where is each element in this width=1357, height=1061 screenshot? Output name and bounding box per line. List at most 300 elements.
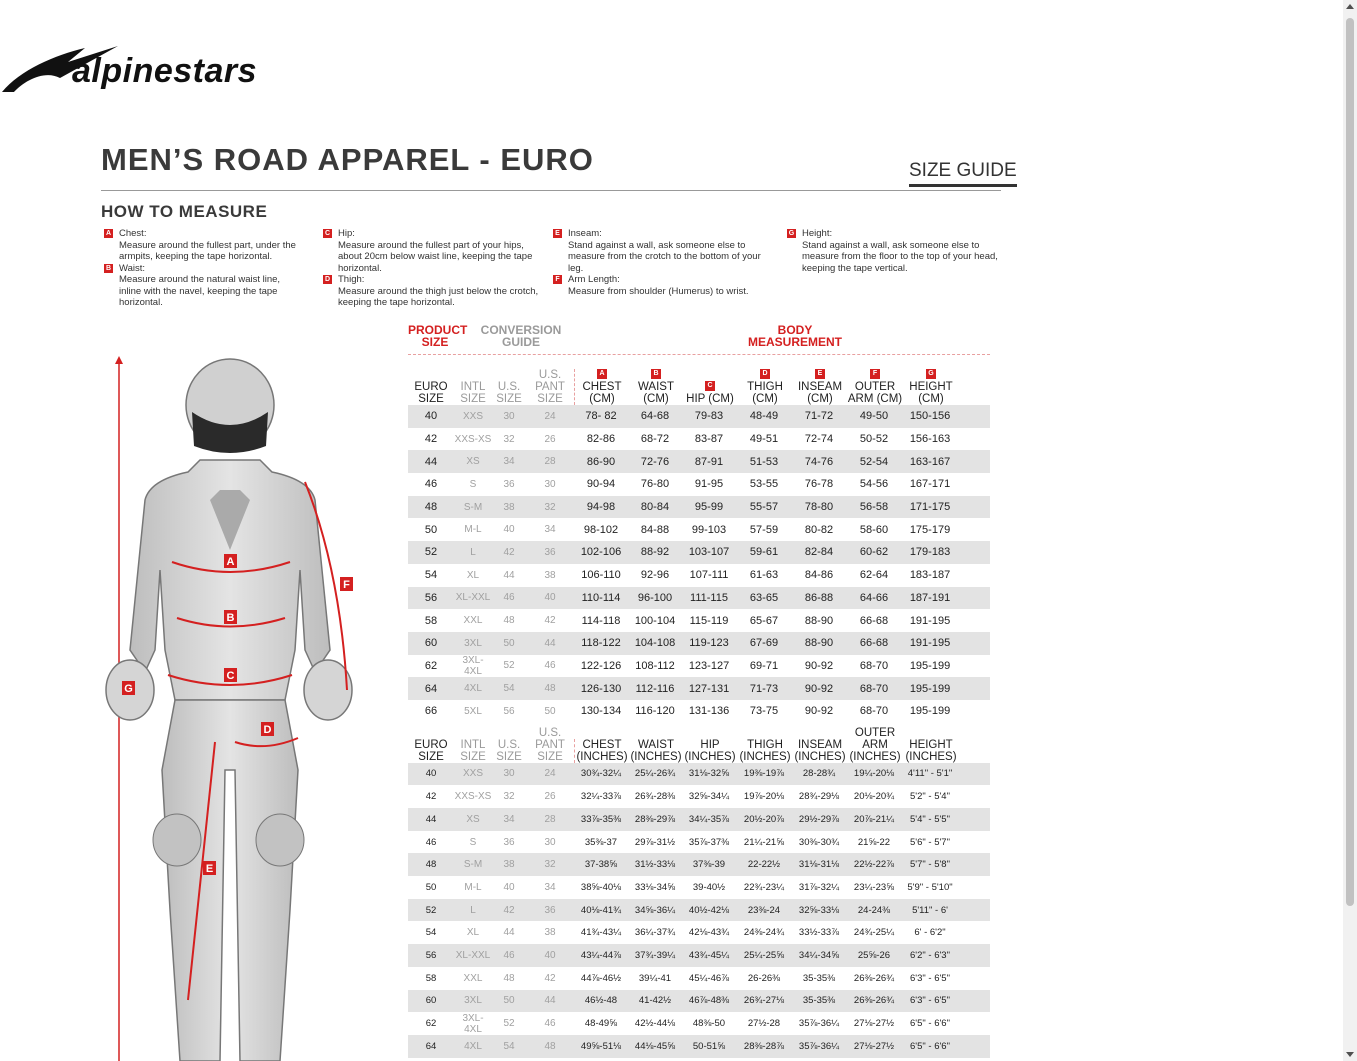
table-cell: 48-49 (749, 410, 779, 423)
table-cell: 3XL (464, 637, 482, 649)
figure-label-e: E (205, 863, 214, 875)
measure-text: Stand against a wall, ask someone else to measure from the floor to the top of your head, keeping the tape vertical. (802, 239, 998, 274)
table-cell: 46 (503, 949, 515, 961)
table-cell: 49-50 (859, 410, 889, 423)
column-header-text: U.S. SIZE (496, 738, 522, 763)
table-cell: 43¾-45¼ (688, 949, 730, 961)
table-cell: 5'11" - 6' (912, 904, 948, 916)
table-cell: 33⅞-35⅜ (580, 813, 622, 825)
table-cell: 90-92 (804, 659, 834, 672)
table-row (408, 1012, 990, 1035)
badge-e: E (553, 229, 562, 238)
table-cell: 98-102 (583, 523, 619, 536)
table-cell: 22½-22⅞ (853, 859, 895, 871)
table-cell: 65-67 (749, 614, 779, 627)
table-cell: 36 (503, 836, 515, 848)
table-cell: 50 (424, 523, 438, 536)
table-cell: 6' - 6'2" (914, 927, 946, 939)
table-cell: 115-119 (689, 614, 729, 627)
measure-label: Thigh: (338, 274, 365, 285)
table-cell: 46 (425, 836, 437, 848)
table-cell: 64-66 (859, 591, 889, 604)
table-cell: 28 (544, 813, 556, 825)
table-cell: 108-112 (635, 659, 675, 672)
table-cell: 40⅛-41¾ (580, 904, 622, 916)
table-cell: 48 (503, 615, 515, 627)
table-cell: 29½-29⅞ (798, 813, 840, 825)
table-cell: 40 (503, 524, 515, 536)
table-cell: 64-68 (640, 410, 670, 423)
column-header (454, 381, 492, 405)
table-cell: 49-51 (749, 433, 779, 446)
table-cell: 42 (544, 972, 556, 984)
table-cell: 20⅞-21¼ (853, 813, 895, 825)
table-cell: 60-62 (859, 546, 889, 559)
measure-label: Height: (802, 228, 833, 239)
table-cell: 25⅝-26 (857, 949, 891, 961)
table-cell: 31⅛-32⅝ (688, 768, 730, 780)
table-cell: 36 (503, 478, 515, 490)
column-header (526, 369, 574, 405)
table-cell: 25¼-25⅝ (743, 949, 785, 961)
table-cell: 40 (544, 949, 556, 961)
measure-column-1 (101, 228, 296, 309)
table-cell: XXL (463, 615, 483, 627)
column-header-text: WAIST (CM) (638, 381, 674, 405)
table-cell: 68-70 (859, 659, 889, 672)
table-cell: 54 (425, 927, 437, 939)
table-cell: 38 (544, 569, 556, 581)
table-cell: 106-110 (581, 569, 621, 582)
cm-rows (408, 405, 990, 723)
column-header-text: INSEAM (CM) (797, 381, 843, 405)
inch-rows (408, 763, 990, 1058)
table-cell: 56-58 (859, 501, 889, 514)
table-cell: 195-199 (909, 682, 951, 695)
table-cell: 26¾-28⅜ (634, 791, 676, 803)
table-cell: 42 (424, 433, 438, 446)
badge-g: G (788, 230, 795, 237)
table-cell: 31½-33⅛ (634, 859, 676, 871)
table-cell: 48 (425, 859, 437, 871)
table-cell: 38 (503, 859, 515, 871)
table-cell: 110-114 (581, 591, 621, 604)
table-cell: 130-134 (580, 705, 622, 718)
table-cell: 26⅜-26¾ (853, 972, 895, 984)
table-cell: 44 (544, 995, 556, 1007)
table-cell: 67-69 (749, 637, 779, 650)
table-cell: 34⅝-36¼ (634, 904, 676, 916)
table-cell: 30 (503, 768, 515, 780)
table-cell: 104-108 (634, 637, 676, 650)
table-cell: 32⅝-34¼ (688, 791, 730, 803)
table-cell: 36 (544, 904, 556, 916)
cm-column-headers (408, 354, 990, 405)
table-cell: 191-195 (909, 614, 951, 627)
table-cell: 40 (425, 768, 437, 780)
table-cell: XXS-XS (454, 791, 492, 803)
table-cell: 52-54 (859, 455, 889, 468)
table-cell: 163-167 (909, 455, 951, 468)
table-cell: 46 (544, 1018, 556, 1030)
table-cell: 62-64 (859, 569, 889, 582)
table-cell: 127-131 (688, 682, 730, 695)
badge-b: B (105, 264, 112, 272)
table-cell: 60 (425, 995, 437, 1007)
column-badge: B (651, 369, 661, 379)
table-cell: 48 (544, 1040, 556, 1052)
table-cell: 5'2" - 5'4" (910, 791, 950, 803)
table-cell: 58 (425, 972, 437, 984)
table-cell: 34¼-34⅝ (798, 949, 840, 961)
scroll-down-icon[interactable] (1346, 1052, 1354, 1057)
column-header-text: EURO SIZE (414, 738, 448, 763)
table-cell: 43¼-44⅞ (580, 949, 622, 961)
table-cell: 38 (544, 927, 556, 939)
table-cell: 42⅛-43¾ (688, 927, 730, 939)
page-scrollbar[interactable] (1343, 0, 1357, 1061)
table-cell: 71-72 (804, 410, 834, 423)
body-measurement-header: BODY MEASUREMENT (747, 323, 842, 349)
table-cell: 35⅞-37⅜ (688, 836, 730, 848)
measure-chest (101, 228, 296, 263)
column-header (574, 369, 629, 405)
column-badge: A (597, 369, 607, 379)
table-cell: 19⅞-20⅛ (743, 791, 785, 803)
table-cell: 74-76 (804, 455, 834, 468)
table-row (408, 763, 990, 786)
table-cell: 48 (503, 972, 515, 984)
table-cell: 27⅛-27½ (853, 1018, 895, 1030)
table-cell: XS (466, 456, 480, 468)
table-cell: 35⅞-36¼ (798, 1018, 840, 1030)
table-cell: 20⅛-20¾ (853, 791, 895, 803)
measure-label: Inseam: (568, 228, 602, 239)
table-row (408, 944, 990, 967)
table-cell: 95-99 (694, 501, 724, 514)
table-cell: 66-68 (859, 614, 889, 627)
table-cell: 3XL-4XL (462, 1012, 484, 1035)
table-cell: 48 (544, 683, 556, 695)
table-cell: 195-199 (909, 659, 951, 672)
table-cell: 88-90 (804, 637, 834, 650)
table-cell: 44 (544, 637, 556, 649)
table-cell: 46½-48 (584, 995, 618, 1007)
table-cell: 32 (503, 791, 515, 803)
table-cell: 52 (503, 1018, 515, 1030)
table-cell: 48⅜-50 (692, 1018, 726, 1030)
table-row (408, 564, 990, 587)
column-header (408, 381, 454, 405)
column-header (492, 381, 526, 405)
table-cell: 6'5" - 6'6" (910, 1018, 950, 1030)
table-cell: 40½-42⅛ (688, 904, 730, 916)
table-cell: 64 (424, 682, 438, 695)
table-cell: 88-90 (804, 614, 834, 627)
column-header-text: INTL SIZE (460, 381, 486, 405)
table-cell: 76-78 (804, 478, 834, 491)
badge-a: A (105, 230, 112, 237)
table-cell: 55-57 (749, 501, 779, 514)
table-cell: 37-38⅝ (584, 859, 618, 871)
table-cell: 100-104 (634, 614, 676, 627)
table-cell: 19⅜-19⅞ (743, 768, 785, 780)
table-cell: 24¾-25¼ (853, 927, 895, 939)
table-cell: 61-63 (749, 569, 779, 582)
table-cell: 35⅜-37 (584, 836, 618, 848)
table-cell: 54 (503, 1040, 515, 1052)
table-cell: 36 (544, 546, 556, 558)
table-cell: 45¼-46⅞ (688, 972, 730, 984)
figure-label-d: D (263, 724, 272, 736)
measure-text: Measure around the thigh just below the crotch, keeping the tape horizontal. (338, 285, 539, 308)
table-cell: 131-136 (688, 705, 730, 718)
table-row (408, 587, 990, 610)
table-cell: XS (466, 813, 480, 825)
table-cell: 3XL-4XL (462, 654, 484, 677)
table-cell: 24 (544, 410, 556, 422)
table-cell: 123-127 (688, 659, 730, 672)
measure-label: Hip: (338, 228, 355, 239)
table-cell: 4'11" - 5'1" (907, 768, 953, 780)
table-row (408, 405, 990, 428)
table-cell: 6'5" - 6'6" (910, 1040, 950, 1052)
column-badge: C (705, 381, 715, 391)
table-cell: 63-65 (749, 591, 779, 604)
table-cell: 22-22½ (747, 859, 781, 871)
table-cell: 48 (424, 501, 438, 514)
table-cell: 6'2" - 6'3" (910, 949, 950, 961)
table-row (408, 967, 990, 990)
table-cell: 53-55 (749, 478, 779, 491)
table-cell: 90-92 (804, 705, 834, 718)
table-cell: 56 (424, 591, 438, 604)
table-cell: XXS (462, 768, 483, 780)
table-cell: 5'9" - 5'10" (907, 881, 953, 893)
column-header-text: THIGH (CM) (747, 381, 783, 405)
column-header (903, 369, 959, 405)
table-cell: 80-84 (640, 501, 670, 514)
table-cell: 24-24⅜ (857, 904, 891, 916)
table-cell: 150-156 (909, 410, 951, 423)
table-row (408, 899, 990, 922)
column-header (847, 727, 903, 763)
figure-label-c: C (226, 670, 235, 682)
table-cell: 32 (503, 433, 515, 445)
table-cell: 78- 82 (585, 410, 617, 423)
table-cell: 78-80 (804, 501, 834, 514)
table-cell: 72-76 (640, 455, 670, 468)
rider-figure-illustration (100, 350, 370, 1061)
table-row (408, 428, 990, 451)
table-cell: M-L (464, 881, 482, 893)
table-row (408, 609, 990, 632)
table-cell: 30 (503, 410, 515, 422)
measure-hip (320, 228, 540, 274)
table-cell: 46⅞-48⅜ (688, 995, 730, 1007)
table-cell: 87-91 (694, 455, 724, 468)
table-group-headers (408, 324, 990, 354)
table-cell: 50 (503, 995, 515, 1007)
scrollbar-thumb[interactable] (1346, 18, 1354, 906)
table-cell: 79-83 (694, 410, 724, 423)
table-cell: 114-118 (581, 614, 621, 627)
table-cell: 94-98 (586, 501, 616, 514)
table-cell: 54 (424, 569, 438, 582)
table-cell: 80-82 (804, 523, 834, 536)
measure-column-2 (320, 228, 540, 309)
table-cell: 51-53 (749, 455, 779, 468)
table-row (408, 785, 990, 808)
table-cell: 183-187 (909, 569, 951, 582)
table-cell: 4XL (464, 1040, 482, 1052)
table-cell: 68-72 (640, 433, 670, 446)
table-cell: 62 (425, 1018, 437, 1030)
table-cell: 37¾-39¼ (634, 949, 676, 961)
table-cell: 6'3" - 6'5" (910, 995, 950, 1007)
table-cell: 32 (544, 501, 556, 513)
table-row (408, 518, 990, 541)
table-cell: 25¼-26¾ (634, 768, 676, 780)
table-cell: 27½-28 (747, 1018, 781, 1030)
table-cell: 50 (544, 705, 556, 717)
column-header (629, 739, 683, 763)
table-cell: 68-70 (859, 705, 889, 718)
table-cell: 26¾-27⅛ (743, 995, 785, 1007)
table-cell: 35-35⅜ (802, 972, 836, 984)
table-cell: 102-106 (580, 546, 622, 559)
table-cell: 22¾-23¼ (743, 881, 785, 893)
table-cell: 66 (424, 705, 438, 718)
table-cell: 92-96 (640, 569, 670, 582)
table-cell: 116-120 (635, 705, 675, 718)
table-cell: 42½-44⅛ (634, 1018, 676, 1030)
column-header-text: INSEAM (INCHES) (794, 738, 846, 763)
table-cell: 50 (425, 881, 437, 893)
table-cell: 21⅝-22 (857, 836, 891, 848)
column-header-text: HIP (CM) (686, 393, 734, 405)
table-cell: 96-100 (637, 591, 673, 604)
column-header (629, 369, 683, 405)
column-header (492, 739, 526, 763)
column-badge: E (815, 369, 825, 379)
table-cell: 30¾-32¼ (580, 768, 622, 780)
table-cell: 4XL (464, 683, 482, 695)
table-cell: 30⅜-30¾ (798, 836, 840, 848)
table-row (408, 700, 990, 723)
column-header-text: U.S. PANT SIZE (535, 369, 565, 405)
table-row (408, 831, 990, 854)
table-cell: 82-86 (586, 433, 616, 446)
size-table (408, 324, 990, 1058)
table-cell: 32⅝-33⅛ (798, 904, 840, 916)
table-cell: 3XL (464, 995, 482, 1007)
measure-column-4 (784, 228, 1002, 274)
table-cell: 52 (425, 904, 437, 916)
column-header (454, 739, 492, 763)
table-cell: 40 (424, 410, 438, 423)
table-cell: 5'7" - 5'8" (910, 859, 950, 871)
column-header (408, 739, 454, 763)
table-cell: 38 (503, 501, 515, 513)
table-cell: 28 (544, 456, 556, 468)
table-cell: 187-191 (909, 591, 951, 604)
table-cell: 44 (503, 569, 515, 581)
table-cell: 72-74 (804, 433, 834, 446)
table-cell: 83-87 (694, 433, 724, 446)
table-cell: 34 (503, 813, 515, 825)
table-cell: 40 (503, 881, 515, 893)
table-cell: 26 (544, 433, 556, 445)
column-badge: F (870, 369, 880, 379)
table-cell: 118-122 (581, 637, 621, 650)
column-header-text: CHEST (INCHES) (576, 738, 628, 763)
table-cell: 23¼-23⅝ (853, 881, 895, 893)
table-cell: 33½-33⅞ (798, 927, 840, 939)
table-cell: 64 (425, 1040, 437, 1052)
badge-c: C (324, 230, 331, 237)
figure-label-b: B (226, 612, 235, 624)
table-cell: 86-90 (586, 455, 616, 468)
table-cell: 29⅞-31½ (634, 836, 676, 848)
table-row (408, 677, 990, 700)
table-cell: S (469, 478, 477, 490)
table-cell: 28⅜-28⅞ (743, 1040, 785, 1052)
table-row (408, 808, 990, 831)
measure-text: Measure from shoulder (Humerus) to wrist. (568, 285, 749, 297)
table-cell: 86-88 (804, 591, 834, 604)
table-cell: 26 (544, 791, 556, 803)
column-badge: G (926, 369, 936, 379)
table-cell: 76-80 (640, 478, 670, 491)
table-cell: S (469, 836, 477, 848)
measure-arm-length (550, 274, 770, 297)
table-row (408, 921, 990, 944)
table-cell: L (470, 904, 476, 916)
table-cell: 52 (424, 546, 438, 559)
size-guide-label: SIZE GUIDE (909, 160, 1017, 187)
product-size-header: PRODUCT SIZE (408, 323, 468, 349)
table-cell: 50-52 (859, 433, 889, 446)
scroll-up-icon[interactable] (1346, 4, 1354, 9)
figure-label-g: G (124, 683, 133, 695)
table-row (408, 876, 990, 899)
column-header (793, 739, 847, 763)
column-header (903, 739, 959, 763)
table-cell: XL-XXL (455, 949, 491, 961)
table-cell: 56 (425, 949, 437, 961)
measure-thigh (320, 274, 540, 309)
column-header-text: OUTER ARM (CM) (847, 381, 903, 405)
table-cell: 27⅛-27½ (853, 1040, 895, 1052)
table-cell: 119-123 (689, 637, 729, 650)
table-cell: 44⅛-45⅝ (634, 1040, 676, 1052)
table-cell: S-M (463, 859, 483, 871)
table-row (408, 450, 990, 473)
table-cell: 111-115 (690, 591, 728, 604)
table-cell: 49⅝-51⅛ (580, 1040, 622, 1052)
table-cell: 38⅝-40⅛ (580, 881, 622, 893)
table-cell: 42 (503, 904, 515, 916)
table-cell: 82-84 (804, 546, 834, 559)
table-cell: 5'6" - 5'7" (910, 836, 950, 848)
table-cell: 39¼-41 (638, 972, 672, 984)
table-cell: 39-40½ (692, 881, 726, 893)
table-cell: 30 (544, 836, 556, 848)
table-cell: 179-183 (909, 546, 951, 559)
column-header-text: U.S. SIZE (496, 381, 522, 405)
table-cell: 156-163 (909, 433, 951, 446)
